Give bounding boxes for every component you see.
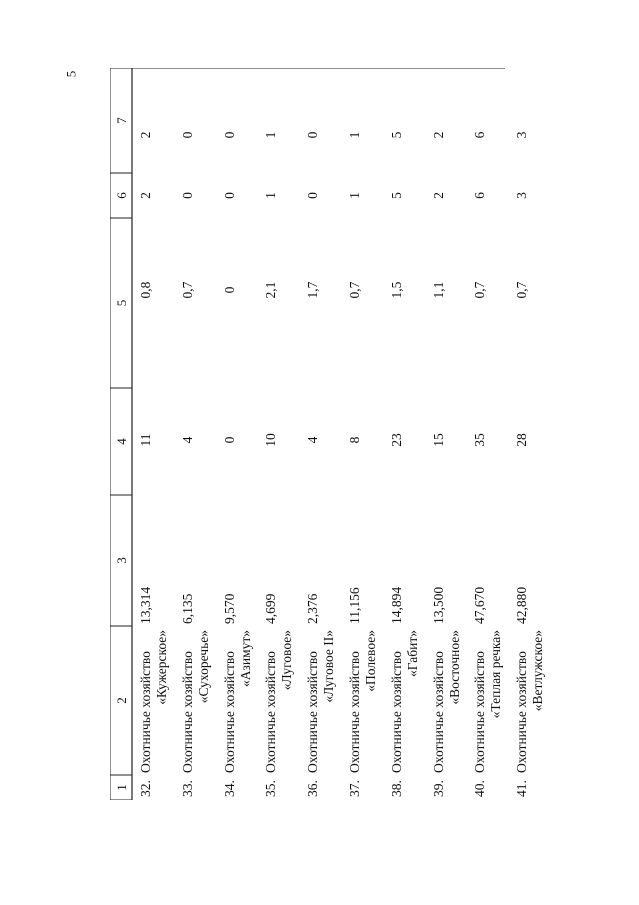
row-number: 41.	[514, 780, 530, 797]
hunting-ground-name	[263, 630, 295, 773]
col-header-5: 5	[114, 299, 129, 307]
limit-value: 0	[305, 131, 321, 139]
hunting-ground-name	[222, 630, 254, 773]
name-line-2: «Восточное»	[446, 630, 462, 705]
data-table	[110, 68, 546, 800]
row-number: 37.	[347, 780, 362, 797]
name-line-2: «Теплая речка»	[488, 630, 504, 719]
quota-value: 3	[514, 192, 530, 199]
area-value: 42,880	[514, 586, 530, 624]
limit-value: 6	[472, 131, 488, 139]
area-value: 13,314	[138, 586, 153, 624]
name-line-1: Охотничье хозяйство	[430, 651, 446, 773]
col-header-1: 1	[114, 784, 129, 791]
col-header-6: 6	[114, 192, 129, 199]
limit-value: 3	[514, 131, 530, 139]
name-line-2: «Луговое II»	[321, 630, 337, 703]
area-value: 9,570	[221, 593, 237, 624]
limit-value: 0	[179, 131, 195, 139]
limit-value: 0	[221, 131, 237, 139]
name-line-1: Охотничье хозяйство	[305, 651, 321, 773]
count-value: 0	[221, 436, 237, 444]
count-value: 15	[430, 433, 446, 447]
area-value: 14,894	[388, 586, 404, 624]
row-number: 38.	[388, 780, 404, 797]
name-line-1: Охотничье хозяйство	[347, 651, 362, 773]
row-number: 39.	[430, 780, 446, 797]
area-value: 47,670	[472, 586, 488, 624]
name-line-1: Охотничье хозяйство	[179, 651, 195, 773]
density-value: 1,1	[430, 281, 446, 299]
hunting-ground-name	[514, 630, 546, 773]
name-line-2: «Габит»	[404, 630, 420, 677]
count-value: 4	[179, 436, 195, 444]
row-number: 40.	[472, 780, 488, 797]
count-value: 10	[263, 433, 279, 447]
count-value: 11	[138, 433, 153, 447]
page-number: 5	[63, 70, 79, 78]
name-line-1: Охотничье хозяйство	[514, 651, 530, 773]
count-value: 35	[472, 433, 488, 447]
limit-value: 2	[138, 131, 153, 139]
hunting-ground-name	[305, 630, 337, 773]
quota-value: 0	[179, 192, 195, 199]
row-number: 35.	[263, 780, 279, 797]
quota-value: 1	[263, 192, 279, 199]
name-line-1: Охотничье хозяйство	[472, 651, 488, 773]
density-value: 0,7	[347, 281, 362, 299]
hunting-ground-name	[431, 630, 463, 773]
name-line-1: Охотничье хозяйство	[388, 651, 404, 773]
density-value: 1,5	[388, 281, 404, 299]
quota-value: 0	[221, 192, 237, 199]
count-value: 8	[347, 436, 362, 444]
density-value: 0,7	[472, 281, 488, 299]
row-number: 32.	[138, 780, 153, 797]
quota-value: 0	[305, 192, 321, 199]
quota-value: 2	[138, 192, 153, 199]
area-value: 11,156	[347, 587, 362, 624]
area-value: 6,135	[179, 593, 195, 624]
density-value: 0,7	[179, 281, 195, 299]
col-header-3: 3	[114, 557, 129, 564]
limit-value: 1	[347, 131, 362, 139]
area-value: 2,376	[305, 593, 321, 624]
row-number: 33.	[179, 780, 195, 797]
density-value: 2,1	[263, 281, 279, 299]
count-value: 23	[388, 433, 404, 447]
col-header-7: 7	[114, 117, 129, 124]
hunting-ground-name	[180, 630, 212, 773]
density-value: 0,7	[514, 281, 530, 299]
quota-value: 1	[347, 192, 362, 199]
name-line-2: «Ветлужское»	[530, 630, 546, 712]
density-value: 1,7	[305, 281, 321, 299]
name-line-2: «Сухоречье»	[195, 630, 211, 704]
density-value: 0,8	[138, 281, 153, 299]
limit-value: 5	[388, 131, 404, 139]
limit-value: 2	[430, 131, 446, 139]
count-value: 4	[305, 436, 321, 444]
quota-value: 5	[388, 192, 404, 199]
density-value: 0	[221, 286, 237, 294]
col-header-4: 4	[114, 438, 129, 445]
name-line-1: Охотничье хозяйство	[138, 651, 153, 773]
row-number: 34.	[221, 780, 237, 797]
area-value: 4,699	[263, 593, 279, 624]
hunting-ground-name	[347, 630, 379, 773]
row-number: 36.	[305, 780, 321, 797]
hunting-ground-name	[472, 630, 504, 773]
hunting-ground-name	[389, 630, 421, 773]
name-line-1: Охотничье хозяйство	[263, 651, 279, 773]
count-value: 28	[514, 433, 530, 447]
area-value: 13,500	[430, 586, 446, 624]
name-line-2: «Азимут»	[237, 630, 253, 687]
quota-value: 6	[472, 192, 488, 199]
name-line-2: «Полевое»	[363, 630, 378, 692]
quota-value: 2	[430, 192, 446, 199]
name-line-2: «Кужерское»	[154, 630, 169, 705]
limit-value: 1	[263, 131, 279, 139]
name-line-2: «Луговое»	[279, 630, 295, 691]
col-header-2: 2	[114, 697, 129, 704]
hunting-ground-name	[138, 630, 170, 773]
name-line-1: Охотничье хозяйство	[221, 651, 237, 773]
